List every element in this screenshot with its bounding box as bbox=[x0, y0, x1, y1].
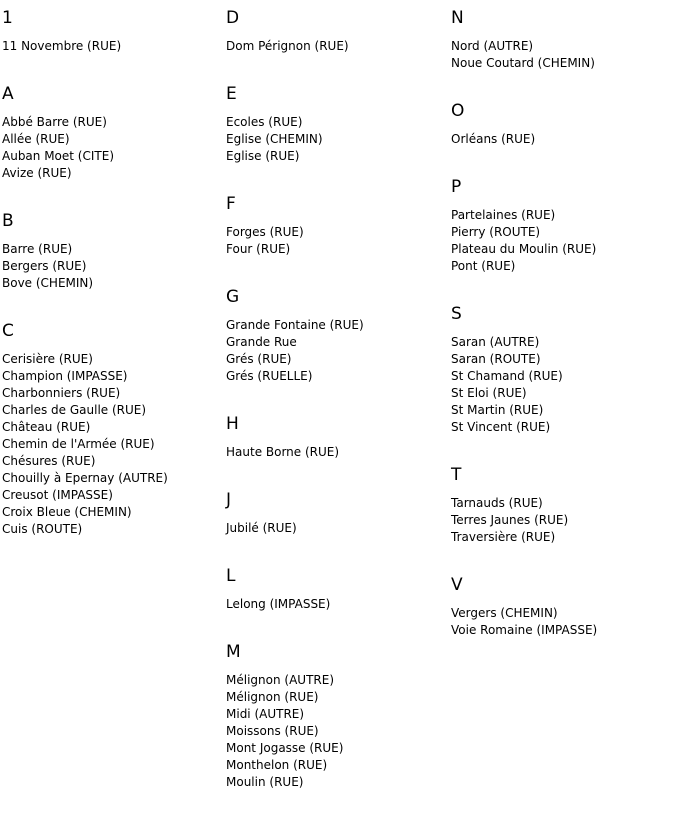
letter-group bbox=[451, 101, 675, 148]
letter-group bbox=[2, 84, 226, 182]
street-entry: Pont (RUE) bbox=[451, 259, 516, 273]
street-entry: Eglise (CHEMIN) bbox=[226, 132, 323, 146]
street-entry: Traversière (RUE) bbox=[451, 530, 556, 544]
street-entry: Vergers (CHEMIN) bbox=[451, 606, 558, 620]
letter-heading: P bbox=[451, 177, 462, 197]
letter-heading: D bbox=[226, 8, 240, 28]
street-entry: Mélignon (AUTRE) bbox=[226, 673, 334, 687]
street-entry: Voie Romaine (IMPASSE) bbox=[451, 623, 598, 637]
street-entry: Barre (RUE) bbox=[2, 242, 73, 256]
street-entry: Saran (AUTRE) bbox=[451, 335, 540, 349]
letter-heading: G bbox=[226, 287, 240, 307]
street-entry: Partelaines (RUE) bbox=[451, 208, 556, 222]
street-entry: Chouilly à Epernay (AUTRE) bbox=[2, 471, 168, 485]
street-entry: Mélignon (RUE) bbox=[226, 690, 319, 704]
street-entry: Bergers (RUE) bbox=[2, 259, 87, 273]
street-entry: Monthelon (RUE) bbox=[226, 758, 328, 772]
street-entry: Champion (IMPASSE) bbox=[2, 369, 128, 383]
letter-group bbox=[226, 642, 451, 791]
street-entry: Chésures (RUE) bbox=[2, 454, 96, 468]
street-entry: Allée (RUE) bbox=[2, 132, 70, 146]
street-entry: Noue Coutard (CHEMIN) bbox=[451, 56, 595, 70]
street-entry: Ecoles (RUE) bbox=[226, 115, 303, 129]
letter-group bbox=[226, 287, 451, 385]
street-entry: Charbonniers (RUE) bbox=[2, 386, 121, 400]
street-entry: Moissons (RUE) bbox=[226, 724, 319, 738]
street-entry: Pierry (ROUTE) bbox=[451, 225, 541, 239]
letter-group bbox=[451, 304, 675, 436]
street-entry: Dom Pérignon (RUE) bbox=[226, 39, 349, 53]
letter-heading: N bbox=[451, 8, 464, 28]
letter-group bbox=[226, 84, 451, 165]
letter-group bbox=[2, 211, 226, 292]
street-entry: Saran (ROUTE) bbox=[451, 352, 541, 366]
street-entry: Château (RUE) bbox=[2, 420, 91, 434]
street-entry: St Chamand (RUE) bbox=[451, 369, 563, 383]
street-entry: Cerisière (RUE) bbox=[2, 352, 93, 366]
letter-heading: F bbox=[226, 194, 236, 214]
street-entry: 11 Novembre (RUE) bbox=[2, 39, 122, 53]
street-entry: Croix Bleue (CHEMIN) bbox=[2, 505, 132, 519]
street-entry: Auban Moet (CITE) bbox=[2, 149, 114, 163]
street-entry: Mont Jogasse (RUE) bbox=[226, 741, 344, 755]
street-index-column-1 bbox=[2, 8, 226, 820]
street-index-column-3 bbox=[451, 8, 675, 820]
street-index-column-2 bbox=[226, 8, 451, 820]
street-entry: St Eloi (RUE) bbox=[451, 386, 527, 400]
street-entry: Charles de Gaulle (RUE) bbox=[2, 403, 147, 417]
letter-heading: E bbox=[226, 84, 237, 104]
letter-group bbox=[226, 566, 451, 613]
street-entry: Grés (RUELLE) bbox=[226, 369, 313, 383]
street-entry: Avize (RUE) bbox=[2, 166, 72, 180]
street-entry: Jubilé (RUE) bbox=[226, 521, 297, 535]
letter-heading: V bbox=[451, 575, 463, 595]
street-entry: Lelong (IMPASSE) bbox=[226, 597, 331, 611]
letter-group bbox=[451, 177, 675, 275]
letter-heading: L bbox=[226, 566, 236, 586]
street-entry: Plateau du Moulin (RUE) bbox=[451, 242, 597, 256]
street-entry: Midi (AUTRE) bbox=[226, 707, 305, 721]
street-entry: Four (RUE) bbox=[226, 242, 291, 256]
letter-heading: A bbox=[2, 84, 14, 104]
letter-heading: S bbox=[451, 304, 462, 324]
street-entry: Nord (AUTRE) bbox=[451, 39, 534, 53]
street-entry: Forges (RUE) bbox=[226, 225, 304, 239]
street-entry: Creusot (IMPASSE) bbox=[2, 488, 113, 502]
letter-heading: J bbox=[226, 490, 232, 510]
letter-group bbox=[226, 490, 451, 537]
letter-heading: T bbox=[451, 465, 462, 485]
street-entry: Eglise (RUE) bbox=[226, 149, 300, 163]
street-entry: Grés (RUE) bbox=[226, 352, 292, 366]
street-entry: Moulin (RUE) bbox=[226, 775, 304, 789]
letter-group bbox=[226, 8, 451, 55]
street-entry: Grande Fontaine (RUE) bbox=[226, 318, 364, 332]
street-entry: Haute Borne (RUE) bbox=[226, 445, 340, 459]
letter-heading: O bbox=[451, 101, 465, 121]
letter-group bbox=[2, 8, 226, 55]
letter-heading: M bbox=[226, 642, 241, 662]
letter-group bbox=[451, 575, 675, 639]
street-entry: Cuis (ROUTE) bbox=[2, 522, 83, 536]
street-entry: Chemin de l'Armée (RUE) bbox=[2, 437, 155, 451]
street-entry: St Vincent (RUE) bbox=[451, 420, 551, 434]
letter-group bbox=[451, 465, 675, 546]
street-entry: Terres Jaunes (RUE) bbox=[451, 513, 569, 527]
letter-group bbox=[2, 321, 226, 538]
letter-group bbox=[451, 8, 675, 72]
letter-heading: H bbox=[226, 414, 239, 434]
letter-group bbox=[226, 414, 451, 461]
letter-heading: 1 bbox=[2, 8, 13, 28]
street-entry: Tarnauds (RUE) bbox=[451, 496, 543, 510]
street-entry: Grande Rue bbox=[226, 335, 297, 349]
street-entry: Orléans (RUE) bbox=[451, 132, 536, 146]
street-entry: Bove (CHEMIN) bbox=[2, 276, 94, 290]
street-entry: St Martin (RUE) bbox=[451, 403, 544, 417]
letter-heading: B bbox=[2, 211, 14, 231]
street-entry: Abbé Barre (RUE) bbox=[2, 115, 107, 129]
letter-group bbox=[226, 194, 451, 258]
letter-heading: C bbox=[2, 321, 14, 341]
